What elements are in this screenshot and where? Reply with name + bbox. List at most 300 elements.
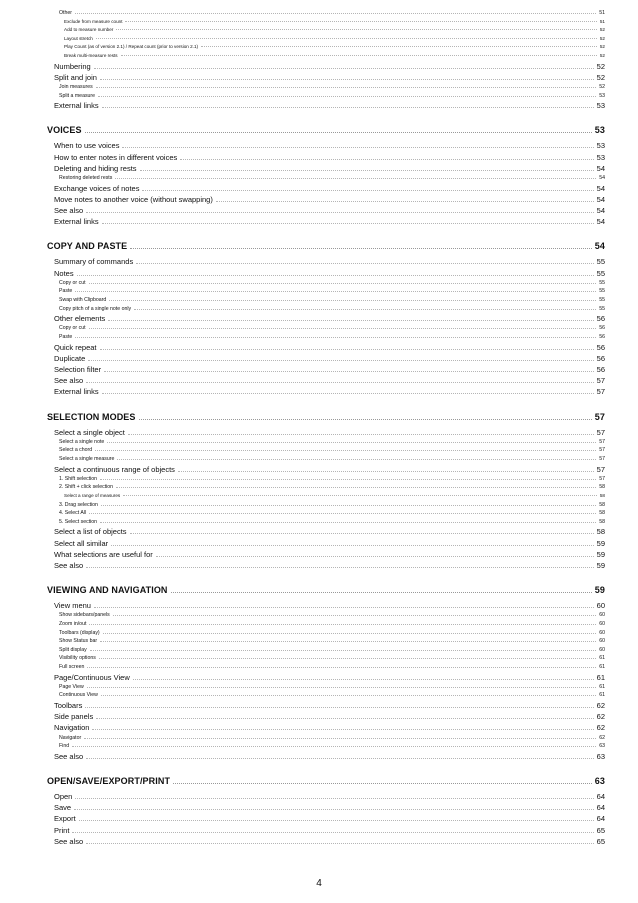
dot-leader bbox=[108, 320, 593, 321]
toc-entry-page: 57 bbox=[596, 464, 605, 474]
dot-leader bbox=[92, 729, 593, 730]
toc-entry[interactable] bbox=[47, 493, 605, 498]
dot-leader bbox=[142, 190, 593, 191]
toc-entry[interactable] bbox=[47, 655, 605, 661]
toc-entry-page: 60 bbox=[596, 601, 605, 611]
dot-leader bbox=[101, 695, 596, 696]
toc-entry-page: 55 bbox=[599, 279, 605, 286]
dot-leader bbox=[87, 667, 596, 668]
toc-entry[interactable] bbox=[47, 701, 605, 710]
toc-entry-page: 55 bbox=[596, 268, 605, 278]
toc-entry-title: Swap with Clipboard bbox=[59, 297, 107, 303]
toc-entry[interactable] bbox=[47, 814, 605, 823]
toc-entry-page: 54 bbox=[596, 163, 605, 173]
toc-entry-page: 55 bbox=[596, 257, 605, 267]
dot-leader bbox=[96, 38, 597, 39]
dot-leader bbox=[89, 513, 596, 514]
toc-entry[interactable] bbox=[47, 175, 605, 181]
dot-leader bbox=[90, 650, 597, 651]
toc-entry-title: Paste bbox=[59, 288, 73, 295]
toc-entry-page: 62 bbox=[596, 723, 605, 733]
toc-entry-page: 53 bbox=[596, 152, 605, 162]
toc-entry-page: 53 bbox=[599, 92, 605, 99]
dot-leader bbox=[72, 832, 593, 833]
toc-section-heading[interactable] bbox=[47, 125, 605, 135]
toc-entry-page: 61 bbox=[596, 672, 605, 682]
toc-entry-page: 65 bbox=[596, 825, 605, 835]
toc-entry[interactable] bbox=[47, 502, 605, 508]
toc-entry-title: 1. Shift selection bbox=[59, 475, 98, 482]
toc-entry-title: Page/Continuous View bbox=[54, 672, 130, 682]
toc-entry[interactable] bbox=[47, 712, 605, 721]
toc-entry[interactable] bbox=[47, 621, 605, 627]
toc-entry[interactable] bbox=[47, 164, 605, 173]
toc-entry-title: Save bbox=[54, 803, 72, 813]
toc-entry-title: Show Status bar bbox=[59, 638, 98, 645]
toc-entry-title: VIEWING AND NAVIGATION bbox=[47, 585, 168, 596]
dot-leader bbox=[75, 337, 596, 338]
toc-entry-title: Summary of commands bbox=[54, 257, 134, 267]
dot-leader bbox=[75, 13, 596, 14]
toc-entry[interactable] bbox=[47, 743, 605, 749]
toc-entry-page: 59 bbox=[596, 549, 605, 559]
toc-section-heading[interactable] bbox=[47, 776, 605, 786]
toc-entry-page: 58 bbox=[599, 493, 605, 498]
dot-leader bbox=[98, 96, 596, 97]
dot-leader bbox=[89, 624, 596, 625]
toc-entry-title: Navigator bbox=[59, 734, 82, 741]
toc-entry[interactable] bbox=[47, 73, 605, 82]
toc-entry-title: Toolbars bbox=[54, 701, 83, 710]
dot-leader bbox=[75, 798, 593, 799]
toc-entry-title: Deleting and hiding rests bbox=[54, 163, 137, 173]
toc-entry[interactable] bbox=[47, 27, 605, 32]
toc-entry-page: 61 bbox=[599, 664, 605, 670]
toc-entry-title: Paste bbox=[59, 334, 73, 340]
toc-entry[interactable] bbox=[47, 269, 605, 278]
toc-entry-title: Side panels bbox=[54, 712, 94, 722]
dot-leader bbox=[171, 592, 592, 593]
toc-entry[interactable] bbox=[47, 93, 605, 99]
page-number: 4 bbox=[316, 878, 322, 889]
toc-entry-page: 53 bbox=[594, 125, 605, 136]
dot-leader bbox=[156, 556, 594, 557]
toc-entry[interactable] bbox=[47, 184, 605, 193]
toc-entry-page: 52 bbox=[596, 72, 605, 82]
toc-entry[interactable] bbox=[47, 343, 605, 352]
toc-entry-page: 57 bbox=[599, 438, 605, 445]
toc-section-heading[interactable] bbox=[47, 412, 605, 422]
toc-entry-page: 57 bbox=[599, 447, 605, 454]
toc-entry-title: Page View bbox=[59, 683, 84, 690]
toc-entry-title: Select a continuous range of objects bbox=[54, 464, 175, 474]
toc-entry-title: Split and join bbox=[54, 72, 97, 82]
toc-entry-page: 52 bbox=[599, 35, 605, 41]
toc-entry[interactable] bbox=[47, 465, 605, 474]
toc-entry-title: See also bbox=[54, 376, 84, 386]
toc-entry-page: 64 bbox=[596, 814, 605, 824]
toc-entry[interactable] bbox=[47, 561, 605, 570]
dot-leader bbox=[102, 393, 594, 394]
toc-entry[interactable] bbox=[47, 837, 605, 846]
dot-leader bbox=[85, 707, 593, 708]
toc-entry-title: Select a single measure bbox=[59, 456, 115, 462]
toc-entry-title: What selections are useful for bbox=[54, 549, 153, 559]
toc-entry-page: 62 bbox=[596, 712, 605, 722]
toc-entry-page: 64 bbox=[596, 792, 605, 801]
toc-entry-page: 61 bbox=[599, 683, 605, 690]
toc-entry[interactable] bbox=[47, 752, 605, 761]
dot-leader bbox=[123, 495, 597, 496]
dot-leader bbox=[136, 263, 593, 264]
toc-entry[interactable] bbox=[47, 447, 605, 453]
toc-entry[interactable] bbox=[47, 280, 605, 286]
toc-entry-page: 54 bbox=[596, 194, 605, 204]
dot-leader bbox=[96, 718, 593, 719]
toc-entry-page: 62 bbox=[596, 701, 605, 710]
toc-entry[interactable] bbox=[47, 334, 605, 340]
toc-entry-title: Select a range of measures bbox=[64, 493, 121, 498]
dot-leader bbox=[102, 223, 594, 224]
dot-leader bbox=[100, 349, 594, 350]
toc-entry[interactable] bbox=[47, 630, 605, 636]
toc-entry-title: Print bbox=[54, 825, 70, 835]
toc-entry-title: Selection filter bbox=[54, 365, 102, 374]
toc-entry-title: See also bbox=[54, 561, 84, 570]
toc-entry-page: 60 bbox=[599, 621, 605, 627]
toc-entry-page: 52 bbox=[599, 27, 605, 33]
toc-entry-page: 56 bbox=[596, 342, 605, 352]
toc-entry-title: Visibility options bbox=[59, 655, 96, 662]
dot-leader bbox=[107, 442, 596, 443]
toc-entry-page: 55 bbox=[599, 288, 605, 295]
toc-entry-page: 51 bbox=[599, 10, 605, 16]
toc-entry-page: 65 bbox=[596, 836, 605, 846]
toc-entry[interactable] bbox=[47, 803, 605, 812]
dot-leader bbox=[100, 79, 594, 80]
toc-entry-title: Notes bbox=[54, 268, 74, 278]
toc-entry[interactable] bbox=[47, 354, 605, 363]
toc-entry-page: 64 bbox=[596, 803, 605, 813]
toc-entry-title: Select a single note bbox=[59, 438, 105, 445]
toc-entry-page: 61 bbox=[599, 655, 605, 662]
toc-entry-page: 55 bbox=[599, 305, 605, 312]
dot-leader bbox=[72, 746, 596, 747]
toc-entry[interactable] bbox=[47, 792, 605, 801]
toc-entry-page: 53 bbox=[596, 141, 605, 151]
dot-leader bbox=[180, 159, 593, 160]
toc-entry[interactable] bbox=[47, 612, 605, 618]
dot-leader bbox=[95, 450, 596, 451]
toc-entry-page: 60 bbox=[599, 646, 605, 653]
toc-entry[interactable] bbox=[47, 684, 605, 690]
toc-entry-title: How to enter notes in different voices bbox=[54, 152, 178, 162]
toc-entry-page: 56 bbox=[596, 314, 605, 324]
toc-entry-title: Exchange voices of notes bbox=[54, 183, 140, 193]
toc-entry-title: Open bbox=[54, 792, 73, 801]
toc-entry[interactable] bbox=[47, 673, 605, 682]
toc-entry[interactable] bbox=[47, 195, 605, 204]
toc-entry-page: 52 bbox=[599, 53, 605, 58]
dot-leader bbox=[100, 522, 596, 523]
toc-entry-page: 54 bbox=[596, 183, 605, 193]
toc-entry-title: 2. Shift + click selection bbox=[59, 484, 114, 491]
toc-entry-page: 54 bbox=[596, 217, 605, 227]
dot-leader bbox=[86, 212, 593, 213]
toc-entry-title: Break multi-measure rests bbox=[64, 53, 118, 58]
dot-leader bbox=[130, 533, 594, 534]
toc-entry-title: See also bbox=[54, 836, 84, 846]
toc-entry-page: 58 bbox=[599, 510, 605, 517]
toc-entry[interactable] bbox=[47, 84, 605, 90]
toc-entry[interactable] bbox=[47, 36, 605, 41]
toc-entry-title: External links bbox=[54, 387, 99, 397]
dot-leader bbox=[134, 309, 596, 310]
toc-entry-title: Add to measure number bbox=[64, 27, 114, 33]
dot-leader bbox=[85, 132, 592, 133]
toc-entry-title: External links bbox=[54, 101, 99, 111]
dot-leader bbox=[84, 738, 596, 739]
toc-entry-page: 63 bbox=[599, 743, 605, 750]
toc-entry-title: Quick repeat bbox=[54, 342, 97, 352]
toc-entry-title: Copy or cut bbox=[59, 279, 86, 286]
toc-entry-page: 58 bbox=[599, 484, 605, 491]
toc-entry[interactable] bbox=[47, 297, 605, 303]
toc-entry-title: Split a measure bbox=[59, 92, 96, 99]
toc-entry[interactable] bbox=[47, 19, 605, 24]
toc-entry-page: 52 bbox=[599, 44, 605, 50]
toc-entry[interactable] bbox=[47, 664, 605, 670]
dot-leader bbox=[79, 820, 594, 821]
toc-entry-title: Duplicate bbox=[54, 353, 86, 363]
toc-entry-page: 54 bbox=[594, 241, 605, 252]
toc-entry[interactable] bbox=[47, 365, 605, 374]
toc-entry-title: Toolbars (display) bbox=[59, 629, 100, 636]
table-of-contents bbox=[47, 0, 605, 903]
toc-entry-title: OPEN/SAVE/EXPORT/PRINT bbox=[47, 776, 171, 786]
toc-entry[interactable] bbox=[47, 484, 605, 490]
toc-entry-page: 62 bbox=[599, 734, 605, 741]
toc-section-heading[interactable] bbox=[47, 241, 605, 251]
toc-entry[interactable] bbox=[47, 550, 605, 559]
toc-entry-title: Copy pitch of a single note only bbox=[59, 305, 132, 312]
toc-entry[interactable] bbox=[47, 314, 605, 323]
toc-entry-title: Other elements bbox=[54, 314, 106, 324]
toc-entry-page: 61 bbox=[599, 692, 605, 699]
toc-entry-page: 56 bbox=[596, 353, 605, 363]
dot-leader bbox=[96, 87, 596, 88]
toc-entry-page: 60 bbox=[599, 638, 605, 645]
toc-entry-page: 63 bbox=[596, 751, 605, 761]
toc-entry-title: Exclude from measure count bbox=[64, 18, 123, 24]
toc-entry[interactable] bbox=[47, 257, 605, 266]
toc-entry-page: 60 bbox=[599, 629, 605, 636]
toc-entry-title: Copy or cut bbox=[59, 325, 86, 332]
toc-entry-page: 57 bbox=[599, 475, 605, 482]
toc-entry-title: Full screen bbox=[59, 664, 85, 670]
toc-entry-title: 4. Select All bbox=[59, 510, 87, 517]
dot-leader bbox=[109, 300, 596, 301]
toc-entry[interactable] bbox=[47, 519, 605, 525]
toc-entry[interactable] bbox=[47, 53, 605, 58]
toc-entry-title: Move notes to another voice (without swapping) bbox=[54, 194, 213, 204]
dot-leader bbox=[99, 658, 596, 659]
toc-entry-title: Numbering bbox=[54, 61, 91, 71]
dot-leader bbox=[116, 487, 596, 488]
dot-leader bbox=[87, 687, 597, 688]
toc-entry-title: Other bbox=[59, 10, 72, 16]
dot-leader bbox=[104, 371, 594, 372]
toc-entry-page: 57 bbox=[594, 411, 605, 422]
toc-entry-page: 59 bbox=[594, 585, 605, 596]
toc-entry-title: Navigation bbox=[54, 723, 90, 733]
toc-entry-title: View menu bbox=[54, 601, 91, 611]
toc-entry[interactable] bbox=[47, 692, 605, 698]
dot-leader bbox=[140, 170, 594, 171]
dot-leader bbox=[128, 434, 594, 435]
toc-entry-page: 58 bbox=[596, 527, 605, 537]
toc-entry-title: VOICES bbox=[47, 125, 82, 136]
dot-leader bbox=[122, 147, 593, 148]
toc-entry-title: When to use voices bbox=[54, 141, 120, 151]
toc-entry[interactable] bbox=[47, 826, 605, 835]
dot-leader bbox=[100, 641, 596, 642]
toc-entry-title: Select a list of objects bbox=[54, 527, 127, 537]
toc-entry-page: 63 bbox=[594, 776, 605, 786]
toc-entry-page: 54 bbox=[599, 175, 605, 181]
toc-entry-title: Select all similar bbox=[54, 538, 109, 548]
toc-entry-title: 5. Select section bbox=[59, 518, 98, 525]
dot-leader bbox=[89, 283, 597, 284]
toc-entry[interactable] bbox=[47, 476, 605, 482]
toc-entry[interactable] bbox=[47, 101, 605, 110]
toc-entry-title: Join measures bbox=[59, 84, 93, 90]
toc-entry[interactable] bbox=[47, 723, 605, 732]
toc-entry[interactable] bbox=[47, 62, 605, 71]
toc-entry-title: Select a single object bbox=[54, 427, 125, 437]
dot-leader bbox=[86, 382, 593, 383]
dot-leader bbox=[86, 843, 593, 844]
dot-leader bbox=[86, 758, 593, 759]
toc-entry[interactable] bbox=[47, 456, 605, 462]
toc-entry-page: 53 bbox=[596, 101, 605, 111]
toc-entry-page: 59 bbox=[596, 538, 605, 548]
toc-entry[interactable] bbox=[47, 288, 605, 294]
toc-entry[interactable] bbox=[47, 527, 605, 536]
dot-leader bbox=[86, 567, 593, 568]
toc-entry-page: 58 bbox=[599, 518, 605, 525]
dot-leader bbox=[100, 479, 596, 480]
toc-entry-title: Play Count (as of version 2.1) / Repeat count (prior to version 2.1) bbox=[64, 44, 199, 50]
toc-entry-title: SELECTION MODES bbox=[47, 411, 136, 422]
toc-entry-title: Continuous View bbox=[59, 692, 98, 699]
toc-entry-title: Find bbox=[59, 743, 70, 750]
toc-entry[interactable] bbox=[47, 735, 605, 741]
toc-entry[interactable] bbox=[47, 510, 605, 516]
toc-entry-page: 52 bbox=[596, 61, 605, 71]
toc-entry-title: External links bbox=[54, 217, 99, 227]
toc-entry-page: 56 bbox=[599, 325, 605, 332]
toc-entry-page: 58 bbox=[599, 501, 605, 508]
toc-entry-page: 56 bbox=[596, 365, 605, 374]
dot-leader bbox=[111, 545, 593, 546]
toc-entry-page: 57 bbox=[596, 427, 605, 437]
toc-entry[interactable] bbox=[47, 376, 605, 385]
dot-leader bbox=[116, 29, 597, 30]
toc-entry-page: 60 bbox=[599, 612, 605, 619]
toc-entry-page: 55 bbox=[599, 297, 605, 303]
dot-leader bbox=[125, 21, 596, 22]
toc-entry-title: Select a chord bbox=[59, 447, 93, 454]
toc-entry[interactable] bbox=[47, 647, 605, 653]
toc-entry[interactable] bbox=[47, 439, 605, 445]
toc-entry-title: COPY AND PASTE bbox=[47, 241, 128, 252]
toc-entry-page: 56 bbox=[599, 334, 605, 340]
dot-leader bbox=[75, 291, 596, 292]
dot-leader bbox=[117, 459, 596, 460]
toc-entry-title: 3. Drag selection bbox=[59, 501, 98, 508]
dot-leader bbox=[178, 471, 594, 472]
dot-leader bbox=[102, 107, 594, 108]
toc-entry-page: 52 bbox=[599, 84, 605, 90]
dot-leader bbox=[88, 360, 593, 361]
toc-entry[interactable] bbox=[47, 638, 605, 644]
toc-entry-title: Show sidebars/panels bbox=[59, 612, 110, 619]
toc-entry[interactable] bbox=[47, 217, 605, 226]
toc-entry-page: 59 bbox=[596, 561, 605, 570]
dot-leader bbox=[89, 328, 597, 329]
toc-entry[interactable] bbox=[47, 601, 605, 610]
dot-leader bbox=[77, 275, 594, 276]
toc-entry[interactable] bbox=[47, 325, 605, 331]
toc-entry-title: Export bbox=[54, 814, 76, 824]
toc-entry[interactable] bbox=[47, 306, 605, 312]
toc-entry-page: 57 bbox=[596, 387, 605, 397]
toc-section-heading[interactable] bbox=[47, 585, 605, 595]
toc-entry[interactable] bbox=[47, 10, 605, 16]
dot-leader bbox=[133, 679, 594, 680]
dot-leader bbox=[94, 607, 594, 608]
toc-entry[interactable] bbox=[47, 428, 605, 437]
toc-entry[interactable] bbox=[47, 141, 605, 150]
toc-entry-page: 57 bbox=[599, 456, 605, 462]
toc-entry-page: 54 bbox=[596, 206, 605, 215]
toc-entry[interactable] bbox=[47, 153, 605, 162]
dot-leader bbox=[130, 248, 592, 249]
toc-entry-title: Split display bbox=[59, 646, 87, 653]
toc-entry-title: Layout stretch bbox=[64, 35, 93, 41]
toc-entry-page: 51 bbox=[599, 18, 605, 24]
toc-entry[interactable] bbox=[47, 387, 605, 396]
toc-entry[interactable] bbox=[47, 539, 605, 548]
toc-entry-title: Zoom in/out bbox=[59, 621, 87, 627]
toc-entry-title: Restoring deleted rests bbox=[59, 175, 113, 181]
toc-entry[interactable] bbox=[47, 206, 605, 215]
dot-leader bbox=[216, 201, 594, 202]
toc-entry-title: See also bbox=[54, 206, 84, 215]
dot-leader bbox=[115, 178, 596, 179]
dot-leader bbox=[113, 615, 596, 616]
dot-leader bbox=[139, 419, 592, 420]
toc-entry-title: See also bbox=[54, 751, 84, 761]
dot-leader bbox=[173, 783, 592, 784]
dot-leader bbox=[94, 68, 594, 69]
dot-leader bbox=[101, 505, 596, 506]
toc-entry[interactable] bbox=[47, 44, 605, 49]
toc-entry-page: 57 bbox=[596, 376, 605, 386]
dot-leader bbox=[121, 55, 597, 56]
dot-leader bbox=[201, 46, 597, 47]
